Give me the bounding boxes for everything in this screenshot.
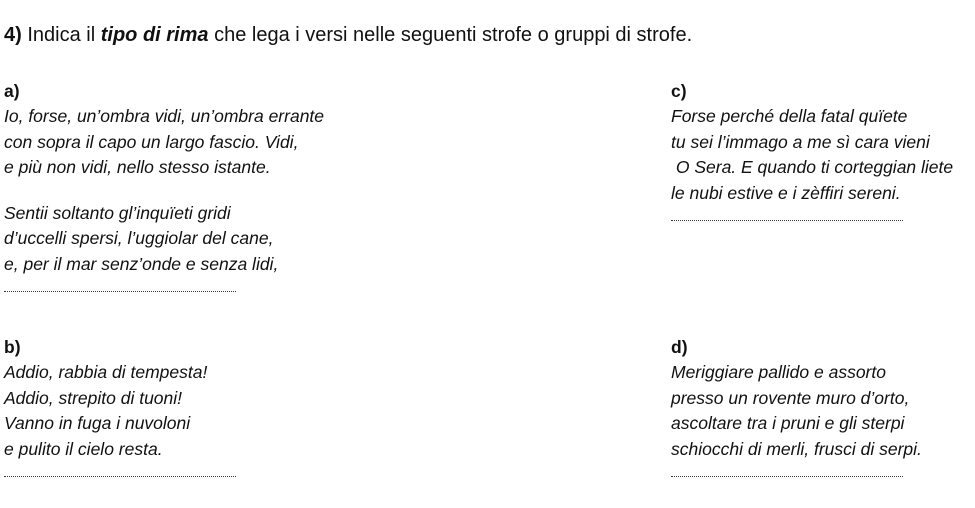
stanza-b-verse: Vanno in fuga i nuvoloni [4, 413, 191, 433]
stanza-b-answer-line[interactable] [4, 468, 236, 477]
instruction-text-before: Indica il [21, 24, 101, 46]
stanza-d-verse: schiocchi di merli, frusci di serpi. [671, 438, 922, 459]
stanza-c-answer-line[interactable] [671, 212, 903, 221]
stanza-c-verse: O Sera. E quando ti corteggian liete [671, 157, 954, 177]
stanza-a-answer-line[interactable] [4, 283, 236, 292]
stanza-c [671, 78, 953, 221]
stanza-c-verse: le nubi estive e i zèffiri sereni. [671, 182, 901, 203]
stanza-d-verse: Meriggiare pallido e assorto [671, 362, 886, 382]
stanza-d-verse: ascoltare tra i pruni e gli sterpi [671, 413, 905, 433]
stanza-a-verse: d’uccelli spersi, l’uggiolar del cane, [4, 228, 274, 248]
stanza-d [671, 334, 922, 477]
stanza-b-label: b) [4, 337, 21, 357]
stanza-d-verse: presso un rovente muro d’orto, [671, 387, 910, 408]
stanza-d-answer-line[interactable] [671, 468, 903, 477]
stanza-b-verse: e pulito il cielo resta. [4, 438, 163, 459]
exercise-heading [4, 22, 692, 48]
stanza-d-label: d) [671, 337, 688, 357]
stanza-a [4, 78, 324, 292]
stanza-c-label: c) [671, 81, 687, 101]
stanza-a-verse: e, per il mar senz’onde e senza lidi, [4, 253, 279, 274]
stanza-gap [4, 181, 324, 201]
stanza-b [4, 334, 236, 477]
stanza-b-verse: Addio, strepito di tuoni! [4, 387, 183, 408]
stanza-c-verse: Forse perché della fatal quïete [671, 106, 908, 126]
stanza-a-verse: Sentii soltanto gl’inquïeti gridi [4, 202, 231, 223]
stanza-a-verse: Io, forse, un’ombra vidi, un’ombra errante [4, 106, 325, 126]
stanza-b-verse: Addio, rabbia di tempesta! [4, 362, 208, 382]
stanza-a-label: a) [4, 81, 20, 101]
instruction-emphasis: tipo di rima [100, 24, 209, 46]
stanza-a-verse: con sopra il capo un largo fascio. Vidi, [4, 131, 299, 152]
stanza-c-verse: tu sei l’immago a me sì cara vieni [671, 131, 930, 152]
instruction-text-after: che lega i versi nelle seguenti strofe o gruppi di strofe. [208, 24, 693, 46]
exercise-number: 4) [4, 24, 22, 46]
stanza-a-verse: e più non vidi, nello stesso istante. [4, 157, 271, 177]
